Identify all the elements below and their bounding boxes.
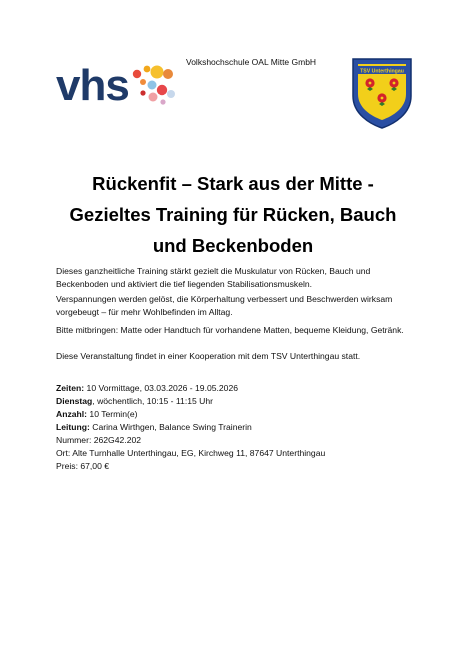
page-title — [48, 168, 418, 261]
tsv-crest-logo — [350, 56, 414, 130]
detail-preis: Preis: 67,00 € — [56, 461, 110, 471]
detail-leitung — [56, 421, 325, 434]
detail-leitung-value: Carina Wirthgen, Balance Swing Trainerin — [89, 422, 252, 432]
vhs-logo — [56, 60, 184, 108]
description-paragraph-1: Dieses ganzheitliche Training stärkt gezielt die Muskulatur von Rücken, Bauch und Beckenboden und aktiviert die tief liegenden Stabilisationsmuskeln. — [56, 266, 371, 289]
detail-ort: Ort: Alte Turnhalle Unterthingau, EG, Kirchweg 11, 87647 Unterthingau — [56, 448, 326, 458]
detail-anzahl — [56, 408, 325, 421]
detail-anzahl-label: Anzahl: — [56, 409, 88, 419]
crest-banner-text: TSV Unterthingau — [360, 68, 404, 75]
organization-name: Volkshochschule OAL Mitte GmbH — [186, 57, 317, 67]
detail-zeiten-label: Zeiten: — [56, 383, 85, 393]
detail-leitung-label: Leitung: — [56, 422, 90, 432]
detail-nummer: Nummer: 262G42.202 — [56, 435, 142, 445]
detail-anzahl-value: 10 Termin(e) — [87, 409, 138, 419]
description-paragraph-2: Verspannungen werden gelöst, die Körperhaltung verbessert und Beschwerden wirksam vorgebeugt – für mehr Wohlbefinden im Alltag. — [56, 294, 393, 317]
title-line-2: Gezieltes Training für Rücken, Bauch — [69, 204, 397, 225]
detail-zeiten-value: 10 Vormittage, 03.03.2026 - 19.05.2026 — [84, 383, 239, 393]
title-line-3: und Beckenboden — [152, 235, 314, 256]
description-paragraph-4: Diese Veranstaltung findet in einer Kooperation mit dem TSV Unterthingau statt. — [56, 351, 361, 361]
description-paragraph-3: Bitte mitbringen: Matte oder Handtuch für vorhandene Matten, bequeme Kleidung, Getränk. — [56, 325, 404, 335]
detail-dienstag — [56, 395, 325, 408]
detail-dienstag-value: , wöchentlich, 10:15 - 11:15 Uhr — [92, 396, 213, 406]
title-line-1: Rückenfit – Stark aus der Mitte - — [92, 173, 374, 194]
detail-zeiten — [56, 382, 325, 395]
course-details — [56, 382, 325, 473]
vhs-logo-text: vhs — [56, 61, 129, 108]
detail-dienstag-label: Dienstag — [56, 396, 93, 406]
